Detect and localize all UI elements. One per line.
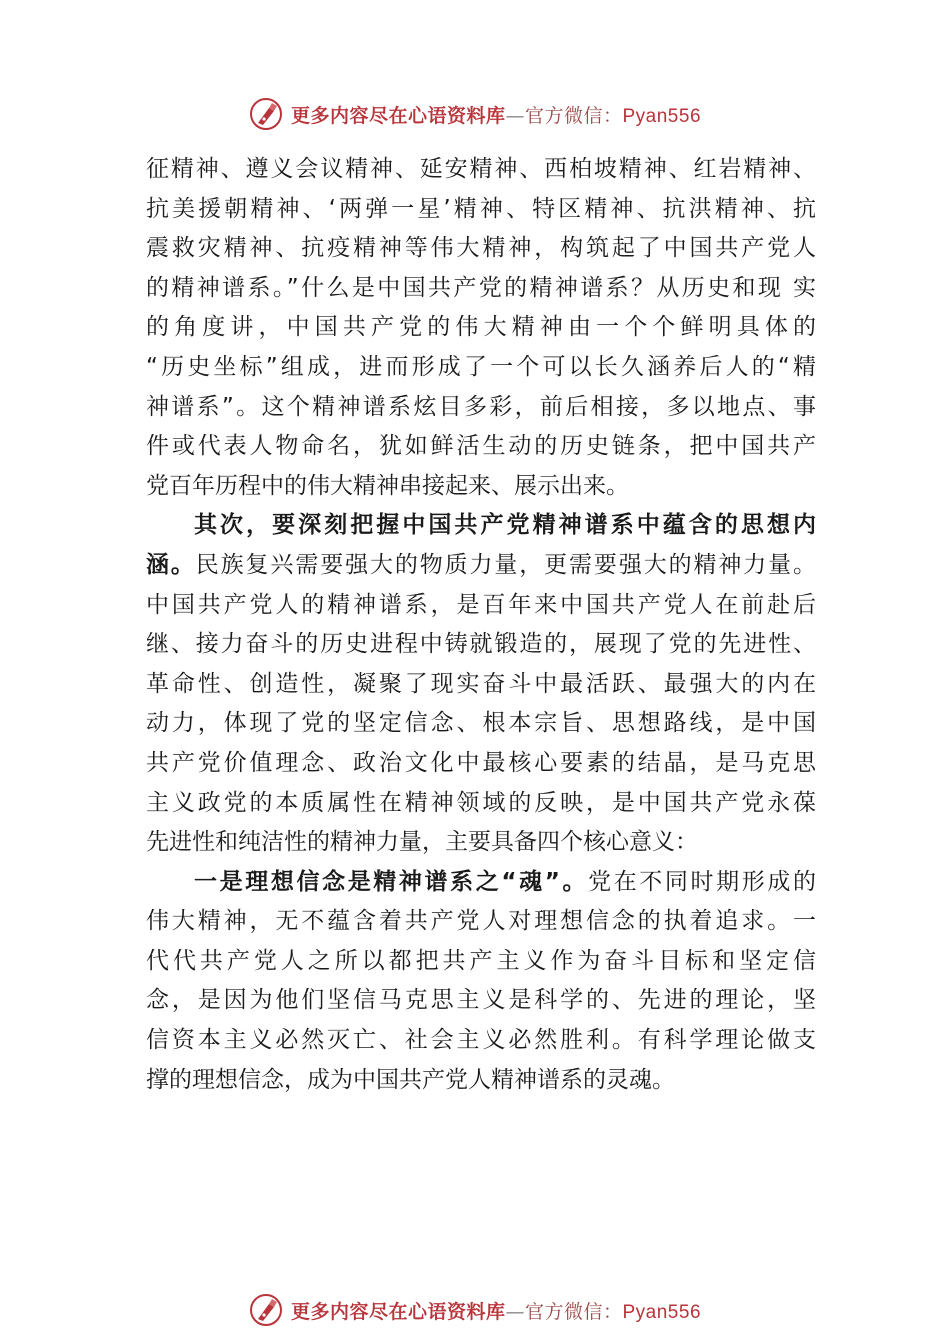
text-line: 抗美援朝精神、‘两弹一星’精神、特区精神、抗洪精神、抗 — [146, 195, 816, 222]
text-line: 主义政党的本质属性在精神领域的反映，是中国共产党永葆 — [146, 789, 816, 816]
text-span: 民族复兴需要强大的物质力量，更需要强大的精神力量。 — [195, 551, 816, 578]
text-line: “历史坐标”组成，进而形成了一个可以长久涵养后人的“精 — [146, 353, 816, 380]
text-line: 震救灾精神、抗疫精神等伟大精神，构筑起了中国共产党人 — [146, 235, 816, 262]
text-line: 继、接力奋斗的历史进程中铸就锻造的，展现了党的先进性、 — [146, 631, 816, 658]
header-banner-text — [291, 101, 701, 128]
text-line: 动力，体现了党的坚定信念、根本宗旨、思想路线，是中国 — [146, 710, 816, 737]
text-line: 代代共产党人之所以都把共产主义作为奋斗目标和坚定信 — [146, 947, 816, 974]
text-line: 的角度讲，中国共产党的伟大精神由一个个鲜明具体的 — [146, 314, 816, 341]
text-line — [146, 546, 816, 586]
banner-separator: — — [505, 1300, 525, 1323]
pen-nib-circle-icon — [249, 97, 283, 131]
text-line: 件或代表人物命名，犹如鲜活生动的历史链条，把中国共产 — [146, 433, 816, 460]
banner-brand: 更多内容尽在心语资料库 — [290, 104, 506, 127]
text-line: 信资本主义必然灭亡、社会主义必然胜利。有科学理论做支 — [146, 1027, 816, 1054]
paragraph-ideals-and-beliefs — [146, 863, 816, 1101]
text-line: 共产党价值理念、政治文化中最核心要素的结晶，是马克思 — [146, 749, 816, 776]
text-span: 党在不同时期形成的 — [588, 868, 816, 895]
banner-wechat-id: Pyan556 — [622, 105, 702, 127]
section-heading-end: 涵。 — [146, 551, 196, 578]
text-line: 撑的理想信念，成为中国共产党人精神谱系的灵魂。 — [146, 1066, 675, 1093]
paragraph-spiritual-lineage — [146, 150, 816, 506]
text-line: 先进性和纯洁性的精神力量，主要具备四个核心意义： — [146, 829, 698, 856]
text-line: 征精神、遵义会议精神、延安精神、西柏坡精神、红岩精神、 — [146, 156, 816, 182]
banner-brand: 更多内容尽在心语资料库 — [290, 1300, 506, 1323]
text-line: 革命性、创造性，凝聚了现实奋斗中最活跃、最强大的内在 — [146, 670, 816, 697]
document-body — [146, 150, 816, 1100]
section-heading: 一是理想信念是精神谱系之“魂”。 — [194, 868, 589, 895]
text-line: 的精神谱系。”什么是中国共产党的精神谱系？从历史和现 实 — [146, 274, 816, 301]
banner-wechat-id: Pyan556 — [622, 1301, 702, 1323]
text-line: 神谱系”。这个精神谱系炫目多彩，前后相接，多以地点、事 — [146, 393, 816, 420]
text-line: 中国共产党人的精神谱系，是百年来中国共产党人在前赴后 — [146, 591, 816, 618]
banner-wechat-label: 官方微信： — [524, 104, 623, 127]
banner-separator: — — [505, 104, 525, 127]
footer-banner-text — [291, 1297, 701, 1324]
text-line: 念，是因为他们坚信马克思主义是科学的、先进的理论，坚 — [146, 987, 816, 1014]
pen-nib-circle-icon — [249, 1293, 283, 1327]
text-line: 伟大精神，无不蕴含着共产党人对理想信念的执着追求。一 — [146, 908, 816, 935]
header-watermark-banner — [0, 94, 950, 134]
section-heading: 其次，要深刻把握中国共产党精神谱系中蕴含的思想内 — [194, 512, 816, 539]
paragraph-ideological-connotation — [146, 506, 816, 862]
banner-wechat-label: 官方微信： — [524, 1300, 623, 1323]
text-line: 党百年历程中的伟大精神串接起来、展示出来。 — [146, 472, 629, 499]
text-line — [146, 863, 816, 903]
footer-watermark-banner — [0, 1290, 950, 1330]
